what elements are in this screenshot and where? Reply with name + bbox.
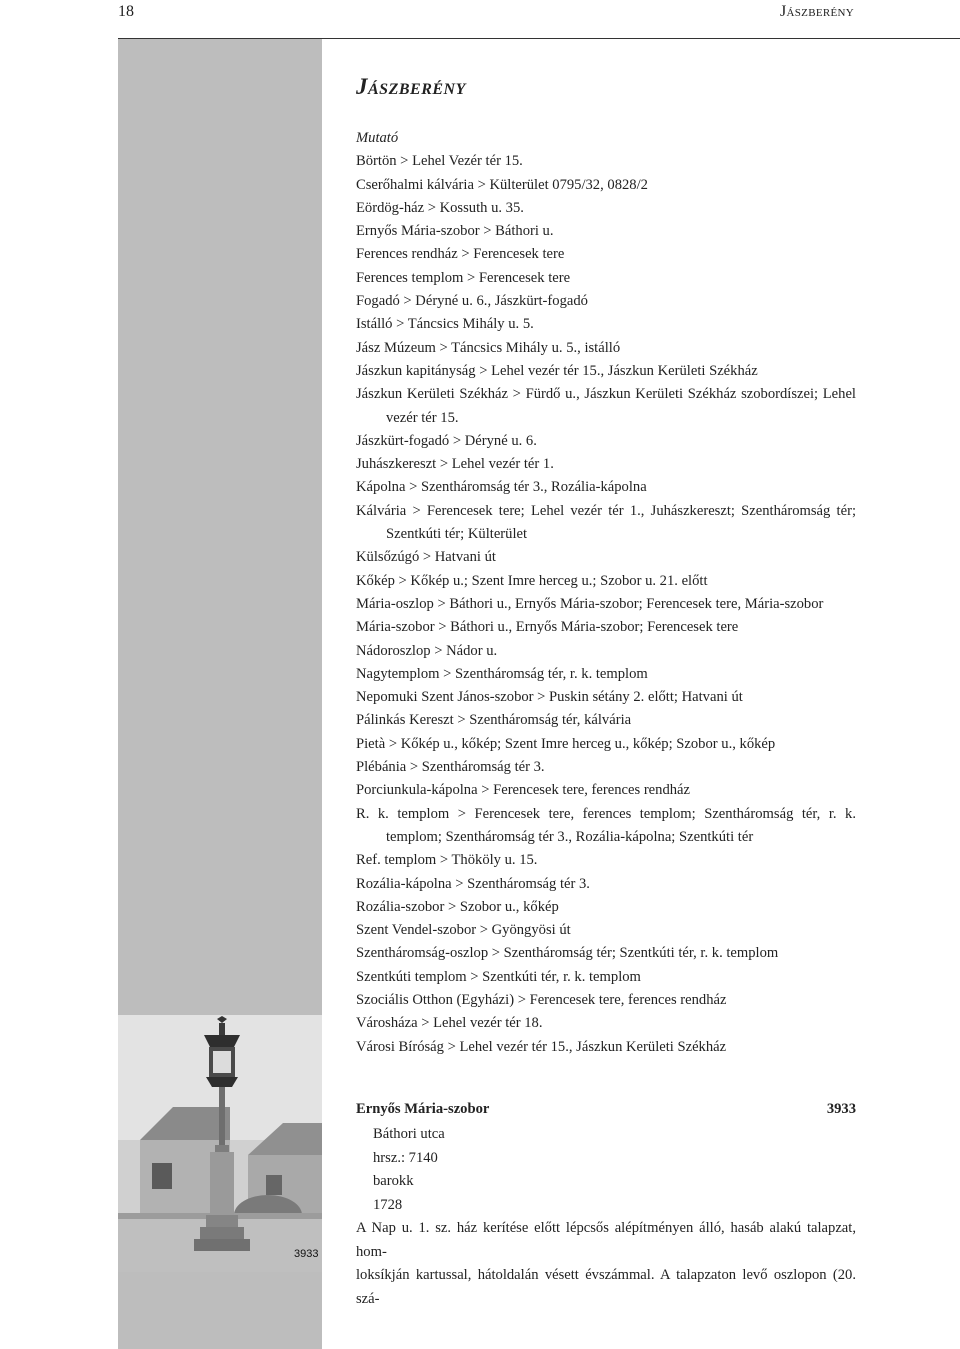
- running-head: Jászberény: [779, 3, 854, 20]
- index-entry: Rozália-szobor > Szobor u., kőkép: [356, 898, 559, 915]
- record-style: barokk: [373, 1173, 414, 1189]
- statue-photo-image: [118, 1015, 322, 1272]
- index-entry: Szentháromság-oszlop > Szentháromság tér; Szentkúti tér, r. k. templom: [356, 945, 779, 962]
- index-entry: Pálinkás Kereszt > Szentháromság tér, kálvária: [356, 712, 632, 729]
- index-entry: Juhászkereszt > Lehel vezér tér 1.: [356, 456, 554, 473]
- record-parcel: hrsz.: 7140: [373, 1149, 438, 1166]
- index-entry: Ref. templom > Thököly u. 15.: [356, 852, 538, 869]
- index-entry: Külsőzúgó > Hatvani út: [356, 549, 496, 566]
- index-entry: Szociális Otthon (Egyházi) > Ferencesek tere, ferences rendház: [356, 991, 727, 1008]
- index-entry: Jászkun kapitányság > Lehel vezér tér 15., Jászkun Kerületi Székház: [356, 362, 758, 379]
- index-entry: Szent Vendel-szobor > Gyöngyösi út: [356, 922, 571, 939]
- index-entry: Nepomuki Szent János-szobor > Puskin sétány 2. előtt; Hatvani út: [356, 689, 743, 706]
- index-entry: Istálló > Táncsics Mihály u. 5.: [356, 316, 534, 333]
- index-entry: Nagytemplom > Szentháromság tér, r. k. templom: [356, 665, 648, 682]
- index-entry: Ferences rendház > Ferencesek tere: [356, 246, 565, 263]
- index-entry: R. k. templom > Ferencesek tere, ferences templom; Szentháromság tér, r. k. templom; Szentháromság tér 3., Rozália-kápolna; Szentkúti tér: [356, 805, 856, 845]
- index-entry: Jászkun Kerületi Székház > Fürdő u., Jászkun Kerületi Székház szobordíszei; Lehel vezér tér 15.: [356, 386, 856, 426]
- record-year: 1728: [373, 1196, 403, 1213]
- record-name: Ernyős Mária-szobor: [356, 1101, 490, 1117]
- index-entry: Fogadó > Déryné u. 6., Jászkürt-fogadó: [356, 293, 588, 310]
- index-entry: Rozália-kápolna > Szentháromság tér 3.: [356, 875, 590, 892]
- index-entry: Kálvária > Ferencesek tere; Lehel vezér tér 1., Juhászkereszt; Szentháromság tér; Szentkúti tér; Külterület: [356, 502, 856, 543]
- index-entry: Ernyős Mária-szobor > Báthori u.: [356, 223, 554, 240]
- index-entry: Kőkép > Kőkép u.; Szent Imre herceg u.; Szobor u. 21. előtt: [356, 572, 708, 589]
- index-entry: Plébánia > Szentháromság tér 3.: [356, 759, 545, 776]
- record-street: Báthori utca: [373, 1126, 445, 1142]
- record-number: 3933: [826, 1101, 856, 1117]
- index-entry: Városi Bíróság > Lehel vezér tér 15., Jászkun Kerületi Székház: [356, 1038, 727, 1055]
- monument-record: [356, 1098, 856, 1311]
- index-entry: Szentkúti templom > Szentkúti tér, r. k. templom: [356, 968, 641, 985]
- index-entry: Nádoroszlop > Nádor u.: [356, 642, 498, 659]
- index-entry: Városháza > Lehel vezér tér 18.: [356, 1015, 543, 1032]
- record-heading: [356, 1098, 856, 1123]
- index-entry: Porciunkula-kápolna > Ferencesek tere, ferences rendház: [356, 782, 690, 799]
- record-description-line: A Nap u. 1. sz. ház kerítése előtt lépcsős alépítményen álló, hasáb alakú talapzat, hom-: [356, 1220, 856, 1260]
- page-number: 18: [118, 3, 134, 20]
- index-entry: Cserőhalmi kálvária > Külterület 0795/32, 0828/2: [356, 176, 648, 193]
- index-entry: Jászkürt-fogadó > Déryné u. 6.: [356, 432, 537, 449]
- index-entry: Börtön > Lehel Vezér tér 15.: [356, 153, 523, 170]
- index-entry: Mária-szobor > Báthori u., Ernyős Mária-szobor; Ferencesek tere: [356, 619, 739, 636]
- photo-number: 3933: [294, 1248, 319, 1260]
- index-label: Mutató: [356, 130, 399, 146]
- index-entry: Ferences templom > Ferencesek tere: [356, 269, 571, 286]
- index-entry: Kápolna > Szentháromság tér 3., Rozália-kápolna: [356, 479, 647, 496]
- index-entry: Eördög-ház > Kossuth u. 35.: [356, 199, 524, 216]
- record-description-line: loksíkján kartussal, hátoldalán vésett évszámmal. A talapzaton levő oszlopon (20. szá-: [356, 1267, 856, 1307]
- index-entry: Jász Múzeum > Táncsics Mihály u. 5., istálló: [356, 339, 621, 356]
- page-header: [0, 0, 960, 42]
- index-entry: Pietà > Kőkép u., kőkép; Szent Imre herceg u., kőkép; Szobor u., kőkép: [356, 735, 776, 752]
- index-list: [356, 127, 856, 1059]
- index-entry: Mária-oszlop > Báthori u., Ernyős Mária-szobor; Ferencesek tere, Mária-szobor: [356, 595, 824, 612]
- statue-photo: [118, 1015, 322, 1272]
- page-title: Jászberény: [356, 74, 466, 99]
